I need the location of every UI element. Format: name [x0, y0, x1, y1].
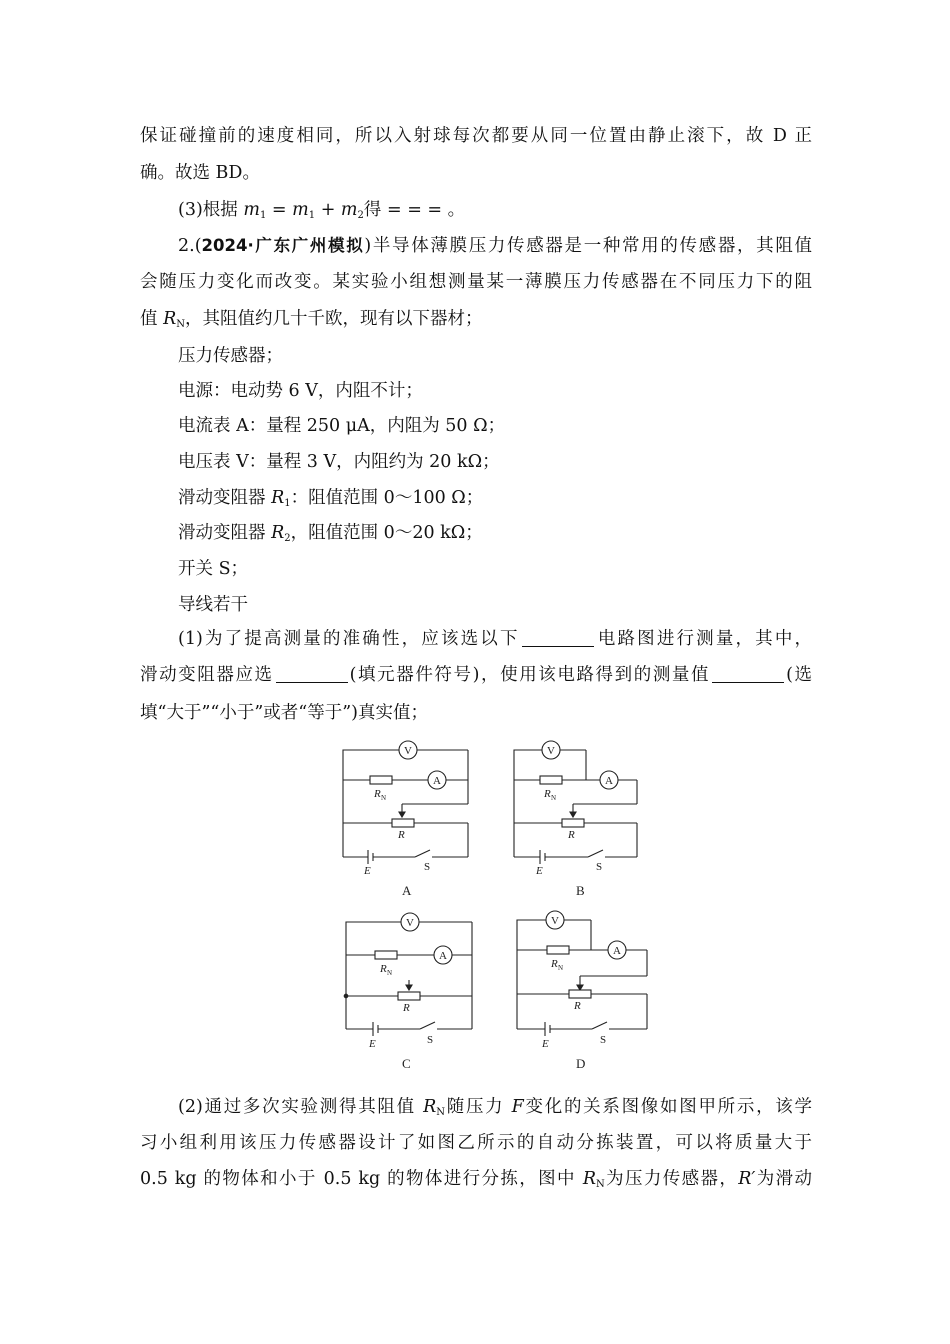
caption-d: D	[576, 1056, 586, 1071]
s: 1	[259, 210, 267, 221]
rn-sub: N	[551, 794, 557, 802]
t: 随压力	[445, 1097, 512, 1117]
t: 电路图进行测量，其中，	[595, 629, 813, 649]
m1b: m	[292, 200, 309, 220]
s-label: S	[600, 1034, 607, 1046]
item-4: 电压表 V：量程 3 V，内阻约为 20 kΩ；	[178, 452, 500, 472]
s: 1	[308, 210, 316, 221]
circuit-d	[517, 911, 647, 1036]
m1: m	[243, 200, 260, 220]
s: N	[176, 319, 186, 330]
t: 滑动变阻器	[178, 523, 272, 543]
circuit-b	[514, 741, 637, 864]
rn-sub: N	[381, 794, 387, 802]
ammeter-label: A	[613, 945, 621, 957]
text-line-3	[178, 198, 812, 222]
q2-source-place: 广东广州模拟	[253, 236, 365, 255]
e-label: E	[542, 1038, 549, 1050]
item-6	[178, 521, 812, 545]
ammeter-label: A	[433, 775, 441, 787]
caption-a: A	[402, 883, 412, 898]
t: ，其阻值约几十千欧，现有以下器材；	[185, 309, 483, 329]
rn-sub: N	[558, 964, 564, 972]
voltmeter-label: V	[547, 745, 555, 757]
part2-line-3	[140, 1167, 812, 1191]
rn: R	[582, 1169, 597, 1189]
s: 1	[284, 498, 291, 509]
answer-blank-circuit[interactable]	[522, 628, 594, 647]
voltmeter-label: V	[406, 917, 414, 929]
t: (2)通过多次实验测得其阻值	[178, 1097, 424, 1117]
s: N	[436, 1107, 446, 1118]
t: (1)为了提高测量的准确性，应该选以下	[178, 629, 520, 649]
voltmeter-label: V	[551, 915, 559, 927]
e-label: E	[536, 865, 543, 877]
ammeter-label: A	[605, 775, 613, 787]
q1-line-1	[178, 627, 812, 651]
answer-blank-rheostat[interactable]	[276, 664, 348, 683]
r2: R	[271, 523, 285, 543]
t: 值	[140, 309, 164, 329]
s-label: S	[596, 861, 603, 873]
f: F	[511, 1097, 524, 1117]
s: 2	[284, 533, 291, 544]
r-label: R	[568, 829, 575, 841]
circuit-a	[343, 741, 468, 864]
rn: R	[163, 309, 177, 329]
t: 滑动变阻器	[178, 488, 272, 508]
t: 为压力传感器，	[604, 1169, 739, 1189]
t: 为滑动	[755, 1169, 813, 1189]
rn-sub: N	[387, 969, 393, 977]
s-label: S	[427, 1034, 434, 1046]
text-line-5: 会随压力变化而改变。某实验小组想测量某一薄膜压力传感器在不同压力下的阻	[140, 272, 812, 292]
part2-line-2: 习小组利用该压力传感器设计了如图乙所示的自动分拣装置，可以将质量大于	[140, 1133, 812, 1153]
part2-line-1	[178, 1095, 812, 1119]
rn-label: R	[544, 788, 551, 800]
t: (选	[786, 665, 813, 685]
s-label: S	[424, 861, 431, 873]
s: N	[596, 1179, 605, 1190]
ammeter-label: A	[439, 950, 447, 962]
q1-line-2	[140, 663, 812, 687]
item-3: 电流表 A：量程 250 μA，内阻为 50 Ω；	[178, 416, 506, 436]
rn: R	[423, 1097, 437, 1117]
item-2: 电源：电动势 6 V，内阻不计；	[178, 381, 423, 401]
t: 0.5 kg 的物体和小于 0.5 kg 的物体进行分拣，图中	[140, 1169, 583, 1189]
r-label: R	[574, 1000, 581, 1012]
circuit-c	[344, 913, 472, 1036]
t: ：阻值范围 0～100 Ω；	[290, 488, 484, 508]
t: 变化的关系图像如图甲所示，该学	[523, 1097, 812, 1117]
caption-c: C	[402, 1056, 411, 1071]
t: (填元器件符号)，使用该电路得到的测量值	[349, 665, 711, 685]
r-label: R	[398, 829, 405, 841]
q2-num: 2.(	[178, 236, 202, 256]
q2-source-year: 2024·	[201, 236, 254, 255]
text-line-2: 确。故选 BD。	[140, 163, 260, 183]
text-line-6	[140, 307, 812, 331]
text-line-1: 保证碰撞前的速度相同，所以入射球每次都要从同一位置由静止滚下，故 D 正	[140, 126, 812, 146]
e-label: E	[369, 1038, 376, 1050]
t: =	[266, 200, 293, 220]
item-1: 压力传感器；	[178, 346, 283, 366]
rn-label: R	[380, 963, 387, 975]
item-8: 导线若干	[178, 595, 248, 615]
t: 滑动变阻器应选	[140, 665, 274, 685]
q1-line-3: 填“大于”“小于”或者“等于”)真实值；	[140, 703, 429, 723]
e-label: E	[364, 865, 371, 877]
t: ，阻值范围 0～20 kΩ；	[290, 523, 483, 543]
m2: m	[340, 200, 358, 220]
item-7: 开关 S；	[178, 559, 249, 579]
r1: R	[271, 488, 285, 508]
voltmeter-label: V	[404, 745, 412, 757]
item-5	[178, 486, 812, 510]
r-label: R	[403, 1002, 410, 1014]
s: 2	[357, 210, 364, 221]
caption-b: B	[576, 883, 585, 898]
rprime: R′	[738, 1169, 756, 1189]
answer-blank-comparison[interactable]	[712, 664, 784, 683]
t: 得 = = = 。	[363, 200, 466, 220]
rn-label: R	[374, 788, 381, 800]
q2-rest: )半导体薄膜压力传感器是一种常用的传感器，其阻值	[364, 236, 813, 256]
t: +	[315, 200, 341, 220]
rn-label: R	[551, 958, 558, 970]
question-2-header	[178, 234, 812, 258]
t: (3)根据	[178, 200, 244, 220]
